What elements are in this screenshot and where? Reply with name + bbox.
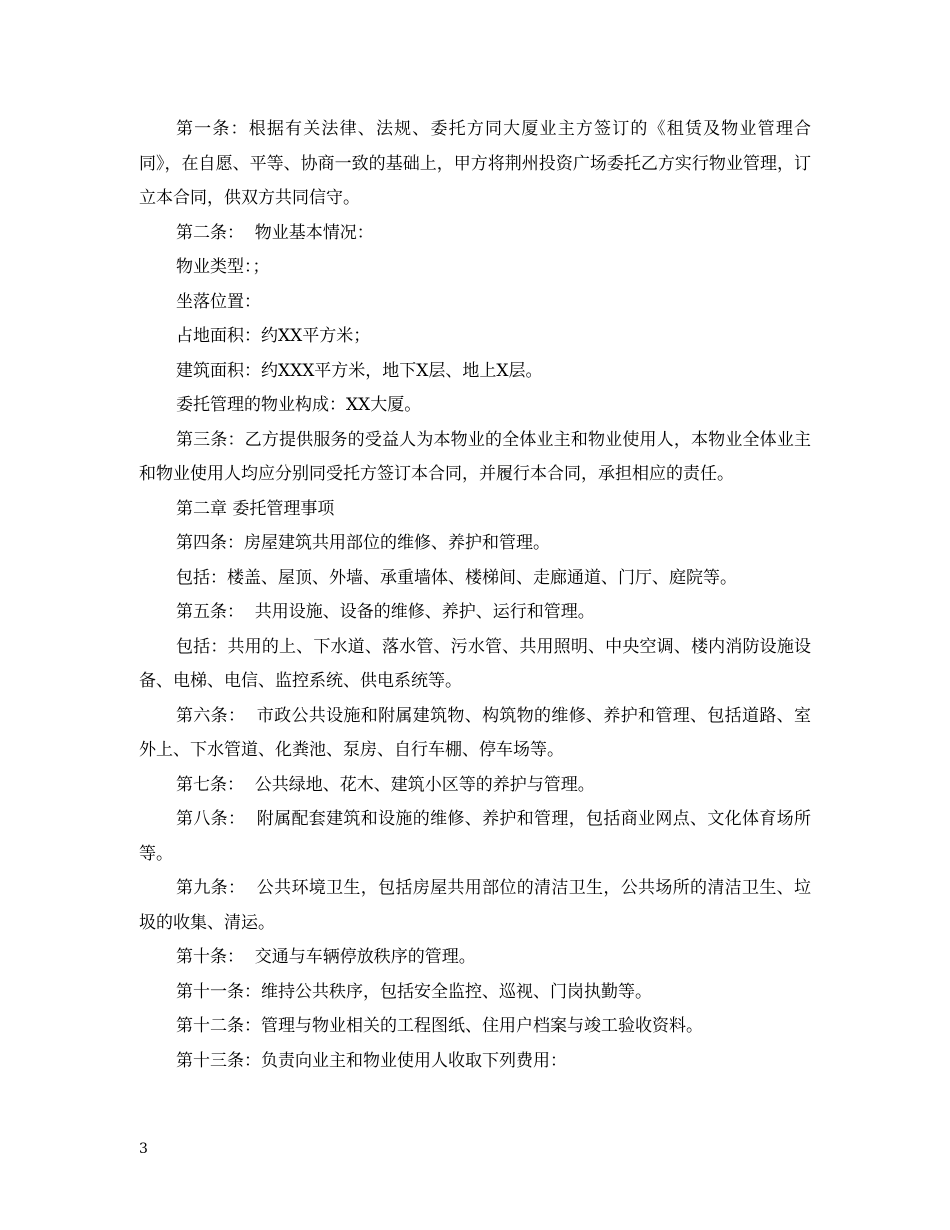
paragraph-article-12: 第十二条：管理与物业相关的工程图纸、住用户档案与竣工验收资料。 [176, 1016, 703, 1036]
paragraph-article-5: 第五条： 共用设施、设备的维修、养护、运行和管理。 [176, 602, 595, 622]
paragraph-article-9: 第九条： 公共环境卫生，包括房屋共用部位的清洁卫生，公共场所的清洁卫生、垃圾的收集、清运。 [139, 878, 811, 933]
paragraph-article-4: 第四条：房屋建筑共用部位的维修、养护和管理。 [176, 533, 550, 553]
paragraph-article-11: 第十一条：维持公共秩序，包括安全监控、巡视、门岗执勤等。 [176, 981, 652, 1002]
paragraph-article-4-scope: 包括：楼盖、屋顶、外墙、承重墙体、楼梯间、走廊通道、门厅、庭院等。 [176, 567, 737, 588]
paragraph-location: 坐落位置： [176, 291, 261, 312]
page-number: 3 [139, 1141, 148, 1157]
paragraph-property-composition: 委托管理的物业构成：XX大厦。 [176, 395, 422, 415]
paragraph-article-3: 第三条：乙方提供服务的受益人为本物业的全体业主和物业使用人，本物业全体业主和物业使用人均应分别同受托方签订本合同，并履行本合同，承担相应的责任。 [139, 429, 811, 484]
paragraph-article-10: 第十条： 交通与车辆停放秩序的管理。 [176, 947, 476, 967]
paragraph-article-8: 第八条： 附属配套建筑和设施的维修、养护和管理，包括商业网点、文化体育场所等。 [139, 809, 811, 864]
paragraph-article-1: 第一条：根据有关法律、法规、委托方同大厦业主方签订的《租赁及物业管理合同》，在自愿、平等、协商一致的基础上，甲方将荆州投资广场委托乙方实行物业管理，订立本合同，供双方共同信守。 [139, 119, 811, 208]
paragraph-article-13: 第十三条：负责向业主和物业使用人收取下列费用： [176, 1050, 567, 1071]
paragraph-article-7: 第七条： 公共绿地、花木、建筑小区等的养护与管理。 [176, 774, 595, 795]
paragraph-article-2: 第二条： 物业基本情况： [176, 222, 374, 243]
paragraph-building-area: 建筑面积：约XXX平方米，地下X层、地上X层。 [176, 360, 543, 381]
chapter-heading: 第二章 委托管理事项 [176, 498, 335, 519]
paragraph-property-type: 物业类型：； [176, 257, 270, 277]
paragraph-article-5-scope: 包括：共用的上、下水道、落水管、污水管、共用照明、中央空调、楼内消防设施设备、电梯、电信、监控系统、供电系统等。 [139, 636, 811, 691]
paragraph-land-area: 占地面积：约XX平方米； [176, 326, 371, 346]
document-body [139, 112, 811, 1078]
paragraph-article-6: 第六条： 市政公共设施和附属建筑物、构筑物的维修、养护和管理、包括道路、室外上、下水管道、化粪池、泵房、自行车棚、停车场等。 [139, 705, 811, 760]
